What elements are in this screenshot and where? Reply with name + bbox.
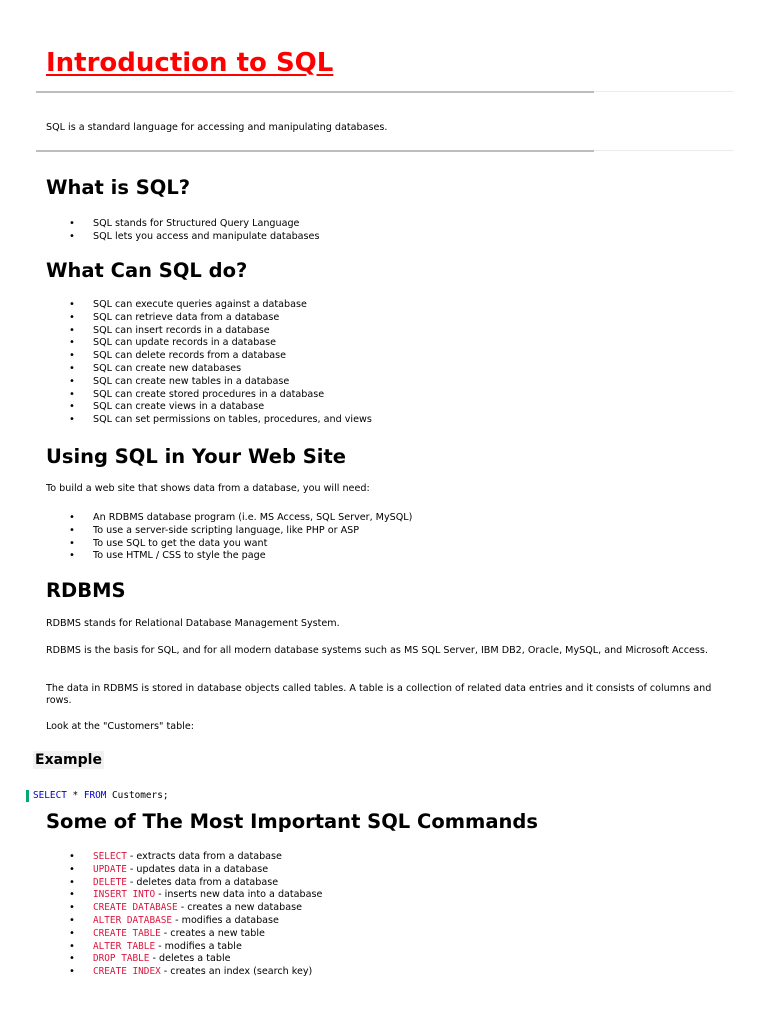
bullet-icon: • [69,324,75,336]
command-keyword: CREATE TABLE [93,927,161,939]
command-description: - modifies a database [172,914,279,926]
heading-using-sql-web-site: Using SQL in Your Web Site [46,445,347,468]
list-item [0,512,700,525]
list-item-text: SQL can insert records in a database [93,324,270,336]
list-item-text: An RDBMS database program (i.e. MS Access, SQL Server, MySQL) [93,512,413,523]
list-item-text: SQL can execute queries against a database [93,299,307,310]
command-item [0,889,700,902]
web-site-intro: To build a web site that shows data from a database, you will need: [46,483,370,494]
list-item [0,550,700,563]
code-accent-bar [26,790,29,802]
bullet-icon: • [69,337,75,349]
bullet-icon: • [69,902,75,914]
command-description: - modifies a table [155,940,242,952]
heading-important-commands: Some of The Most Important SQL Commands [46,810,538,833]
list-item [0,350,700,363]
bullet-icon: • [69,524,75,536]
command-item [0,851,700,864]
command-description: - deletes a table [149,953,231,965]
list-item-text: To use HTML / CSS to style the page [93,550,266,562]
code-fragment: * [66,790,84,801]
heading-rdbms: RDBMS [46,579,126,602]
list-item [0,312,700,325]
command-keyword: UPDATE [93,863,127,875]
command-item [0,941,700,954]
heading-what-can-sql-do: What Can SQL do? [46,259,248,282]
list-item [0,299,700,312]
list-item-text: SQL can delete records from a database [93,350,287,362]
bullet-icon: • [69,914,75,926]
bullet-icon: • [69,401,75,413]
rdbms-paragraph-4: Look at the "Customers" table: [46,721,195,732]
code-text [33,790,168,802]
code-example [26,789,326,803]
rdbms-paragraph-2: RDBMS is the basis for SQL, and for all modern database systems such as MS SQL Server, IBM DB2, Oracle, MySQL, and Microsoft Access. [46,645,708,656]
list-item-text: SQL stands for Structured Query Language [93,218,300,229]
bullet-icon: • [69,953,75,965]
bullet-icon: • [69,550,75,562]
command-description: - extracts data from a database [126,851,282,862]
list-item-text: SQL can create views in a database [93,401,265,413]
bullet-icon: • [69,889,75,901]
command-item [0,902,700,915]
bullet-icon: • [69,218,75,229]
command-item [0,915,700,928]
command-keyword: CREATE DATABASE [93,902,178,914]
sql-keyword: FROM [83,790,107,801]
list-item-text: SQL lets you access and manipulate databases [93,230,320,242]
what-is-sql-list [0,218,700,244]
bullet-icon: • [69,414,75,426]
bullet-icon: • [69,863,75,875]
command-item [0,953,700,966]
command-keyword: ALTER DATABASE [93,914,173,926]
bullet-icon: • [69,512,75,523]
bullet-icon: • [69,927,75,939]
command-item [0,877,700,890]
list-item [0,325,700,338]
command-description: - creates a new table [160,927,265,939]
list-item-text: SQL can create stored procedures in a database [93,388,325,400]
bullet-icon: • [69,851,75,862]
horizontal-rule [36,91,734,93]
list-item [0,525,700,538]
list-item [0,337,700,350]
command-description: - deletes data from a database [126,876,279,888]
command-description: - inserts new data into a database [155,889,323,901]
bullet-icon: • [69,362,75,374]
list-item-text: SQL can set permissions on tables, procedures, and views [93,414,372,426]
bullet-icon: • [69,350,75,362]
web-site-needs-list [0,512,700,563]
command-item [0,966,700,979]
list-item [0,376,700,389]
bullet-icon: • [69,311,75,323]
list-item [0,363,700,376]
intro-paragraph: SQL is a standard language for accessing and manipulating databases. [46,122,388,133]
what-can-sql-do-list [0,299,700,427]
list-item-text: SQL can create new databases [93,362,242,374]
bullet-icon: • [69,876,75,888]
bullet-icon: • [69,299,75,310]
bullet-icon: • [69,940,75,952]
list-item [0,538,700,551]
command-keyword: DELETE [93,876,127,888]
bullet-icon: • [69,375,75,387]
command-keyword: DROP TABLE [93,953,150,965]
heading-what-is-sql: What is SQL? [46,176,191,199]
sql-keyword: SELECT [33,790,67,801]
list-item-text: SQL can create new tables in a database [93,375,290,387]
example-label: Example [35,752,102,768]
page-title: Introduction to SQL [46,48,334,78]
command-keyword: CREATE INDEX [93,966,161,978]
list-item [0,231,700,244]
list-item-text: SQL can update records in a database [93,337,277,349]
command-description: - creates an index (search key) [160,966,313,978]
list-item-text: SQL can retrieve data from a database [93,311,280,323]
bullet-icon: • [69,537,75,549]
command-keyword: ALTER TABLE [93,940,156,952]
horizontal-rule [36,150,734,152]
rdbms-paragraph-1: RDBMS stands for Relational Database Management System. [46,618,340,629]
command-keyword: INSERT INTO [93,889,156,901]
command-keyword: SELECT [93,851,127,862]
command-item [0,928,700,941]
list-item [0,401,700,414]
list-item [0,414,700,427]
command-item [0,864,700,877]
list-item [0,218,700,231]
sql-commands-list [0,851,700,979]
command-description: - creates a new database [177,902,303,914]
rdbms-paragraph-3: The data in RDBMS is stored in database objects called tables. A table is a collection of related data entries and it consists of columns and rows. [46,683,712,706]
list-item-text: To use SQL to get the data you want [93,537,268,549]
bullet-icon: • [69,966,75,978]
bullet-icon: • [69,388,75,400]
list-item [0,389,700,402]
list-item-text: To use a server-side scripting language, like PHP or ASP [93,524,360,536]
code-fragment: Customers; [106,790,169,801]
bullet-icon: • [69,230,75,242]
command-description: - updates data in a database [126,863,269,875]
